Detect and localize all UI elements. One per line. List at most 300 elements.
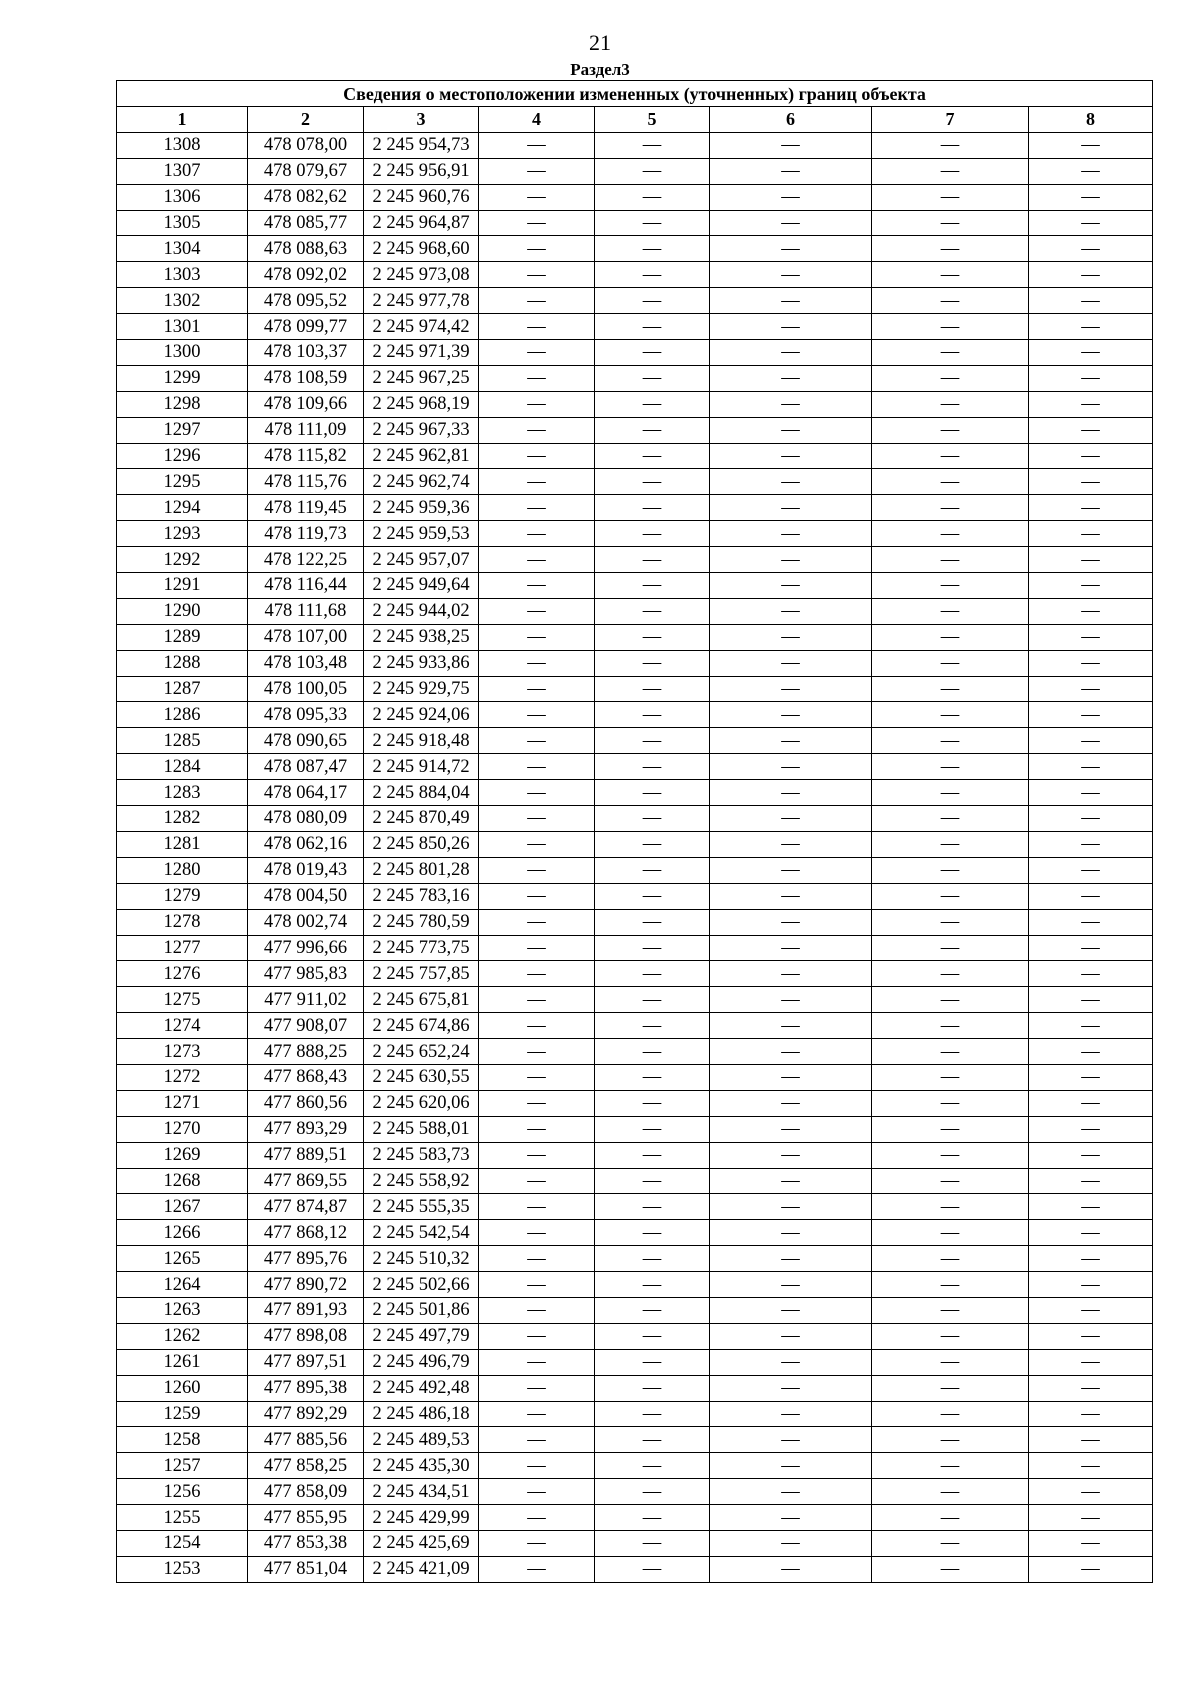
x-coordinate-cell: 478 115,82 [248,443,364,469]
column-5-cell: — [595,1064,710,1090]
column-4-cell: — [479,1090,595,1116]
table-row [117,158,1153,184]
column-header: 4 [479,107,595,133]
table-row [117,1272,1153,1298]
point-number-cell: 1290 [117,598,248,624]
column-7-cell: — [872,314,1029,340]
table-row [117,1220,1153,1246]
column-7-cell: — [872,573,1029,599]
column-8-cell: — [1029,236,1153,262]
point-number-cell: 1306 [117,184,248,210]
column-8-cell: — [1029,1246,1153,1272]
table-row [117,340,1153,366]
point-number-cell: 1291 [117,573,248,599]
column-4-cell: — [479,495,595,521]
column-7-cell: — [872,780,1029,806]
x-coordinate-cell: 477 996,66 [248,935,364,961]
point-number-cell: 1274 [117,1013,248,1039]
point-number-cell: 1275 [117,987,248,1013]
column-4-cell: — [479,132,595,158]
x-coordinate-cell: 477 853,38 [248,1530,364,1556]
point-number-cell: 1298 [117,391,248,417]
column-8-cell: — [1029,1401,1153,1427]
x-coordinate-cell: 478 019,43 [248,857,364,883]
x-coordinate-cell: 477 868,12 [248,1220,364,1246]
column-4-cell: — [479,443,595,469]
x-coordinate-cell: 478 119,45 [248,495,364,521]
point-number-cell: 1265 [117,1246,248,1272]
y-coordinate-cell: 2 245 674,86 [364,1013,479,1039]
column-header: 7 [872,107,1029,133]
point-number-cell: 1289 [117,624,248,650]
column-5-cell: — [595,521,710,547]
table-row [117,521,1153,547]
point-number-cell: 1281 [117,831,248,857]
table-row [117,1246,1153,1272]
table-row [117,184,1153,210]
column-5-cell: — [595,132,710,158]
table-row [117,1142,1153,1168]
column-4-cell: — [479,1116,595,1142]
x-coordinate-cell: 477 895,38 [248,1375,364,1401]
column-8-cell: — [1029,469,1153,495]
column-7-cell: — [872,391,1029,417]
column-7-cell: — [872,857,1029,883]
y-coordinate-cell: 2 245 429,99 [364,1505,479,1531]
column-4-cell: — [479,573,595,599]
column-8-cell: — [1029,598,1153,624]
column-6-cell: — [710,1427,872,1453]
column-5-cell: — [595,1349,710,1375]
column-7-cell: — [872,1064,1029,1090]
x-coordinate-cell: 478 111,68 [248,598,364,624]
point-number-cell: 1259 [117,1401,248,1427]
point-number-cell: 1270 [117,1116,248,1142]
column-8-cell: — [1029,624,1153,650]
column-6-cell: — [710,340,872,366]
column-8-cell: — [1029,1090,1153,1116]
y-coordinate-cell: 2 245 421,09 [364,1556,479,1582]
column-8-cell: — [1029,754,1153,780]
table-row [117,831,1153,857]
column-7-cell: — [872,883,1029,909]
column-4-cell: — [479,417,595,443]
column-5-cell: — [595,236,710,262]
column-4-cell: — [479,1142,595,1168]
column-5-cell: — [595,1246,710,1272]
y-coordinate-cell: 2 245 425,69 [364,1530,479,1556]
column-7-cell: — [872,158,1029,184]
y-coordinate-cell: 2 245 510,32 [364,1246,479,1272]
column-4-cell: — [479,754,595,780]
column-7-cell: — [872,288,1029,314]
column-4-cell: — [479,1220,595,1246]
point-number-cell: 1264 [117,1272,248,1298]
column-5-cell: — [595,1323,710,1349]
column-6-cell: — [710,158,872,184]
column-8-cell: — [1029,780,1153,806]
x-coordinate-cell: 478 111,09 [248,417,364,443]
x-coordinate-cell: 478 109,66 [248,391,364,417]
column-6-cell: — [710,754,872,780]
y-coordinate-cell: 2 245 974,42 [364,314,479,340]
table-row [117,288,1153,314]
column-8-cell: — [1029,288,1153,314]
column-7-cell: — [872,1142,1029,1168]
column-4-cell: — [479,1168,595,1194]
y-coordinate-cell: 2 245 938,25 [364,624,479,650]
table-row [117,1349,1153,1375]
column-6-cell: — [710,650,872,676]
column-8-cell: — [1029,1039,1153,1065]
table-row [117,573,1153,599]
column-7-cell: — [872,340,1029,366]
column-7-cell: — [872,547,1029,573]
table-row [117,987,1153,1013]
point-number-cell: 1297 [117,417,248,443]
point-number-cell: 1256 [117,1479,248,1505]
column-4-cell: — [479,391,595,417]
point-number-cell: 1257 [117,1453,248,1479]
column-5-cell: — [595,547,710,573]
x-coordinate-cell: 478 103,37 [248,340,364,366]
point-number-cell: 1292 [117,547,248,573]
point-number-cell: 1288 [117,650,248,676]
column-5-cell: — [595,728,710,754]
column-7-cell: — [872,909,1029,935]
column-5-cell: — [595,443,710,469]
x-coordinate-cell: 477 890,72 [248,1272,364,1298]
table-row [117,650,1153,676]
x-coordinate-cell: 477 897,51 [248,1349,364,1375]
x-coordinate-cell: 477 908,07 [248,1013,364,1039]
y-coordinate-cell: 2 245 933,86 [364,650,479,676]
x-coordinate-cell: 477 885,56 [248,1427,364,1453]
column-8-cell: — [1029,340,1153,366]
y-coordinate-cell: 2 245 949,64 [364,573,479,599]
table-body [117,132,1153,1582]
column-7-cell: — [872,702,1029,728]
y-coordinate-cell: 2 245 502,66 [364,1272,479,1298]
column-4-cell: — [479,1401,595,1427]
section-label: Раздел3 [570,60,630,79]
column-6-cell: — [710,1220,872,1246]
column-8-cell: — [1029,987,1153,1013]
y-coordinate-cell: 2 245 492,48 [364,1375,479,1401]
x-coordinate-cell: 477 868,43 [248,1064,364,1090]
y-coordinate-cell: 2 245 588,01 [364,1116,479,1142]
y-coordinate-cell: 2 245 967,33 [364,417,479,443]
column-5-cell: — [595,1375,710,1401]
column-8-cell: — [1029,857,1153,883]
column-8-cell: — [1029,935,1153,961]
column-4-cell: — [479,883,595,909]
column-4-cell: — [479,1479,595,1505]
column-6-cell: — [710,676,872,702]
point-number-cell: 1279 [117,883,248,909]
column-7-cell: — [872,521,1029,547]
column-6-cell: — [710,624,872,650]
column-6-cell: — [710,547,872,573]
column-5-cell: — [595,417,710,443]
column-8-cell: — [1029,1064,1153,1090]
column-6-cell: — [710,1556,872,1582]
column-7-cell: — [872,184,1029,210]
y-coordinate-cell: 2 245 558,92 [364,1168,479,1194]
y-coordinate-cell: 2 245 555,35 [364,1194,479,1220]
x-coordinate-cell: 477 898,08 [248,1323,364,1349]
column-4-cell: — [479,469,595,495]
x-coordinate-cell: 478 116,44 [248,573,364,599]
point-number-cell: 1282 [117,806,248,832]
y-coordinate-cell: 2 245 964,87 [364,210,479,236]
point-number-cell: 1295 [117,469,248,495]
column-8-cell: — [1029,1194,1153,1220]
table-row [117,754,1153,780]
column-7-cell: — [872,1168,1029,1194]
column-6-cell: — [710,1194,872,1220]
column-7-cell: — [872,935,1029,961]
column-5-cell: — [595,573,710,599]
column-8-cell: — [1029,831,1153,857]
column-6-cell: — [710,702,872,728]
point-number-cell: 1301 [117,314,248,340]
column-8-cell: — [1029,1142,1153,1168]
column-7-cell: — [872,961,1029,987]
y-coordinate-cell: 2 245 977,78 [364,288,479,314]
column-5-cell: — [595,702,710,728]
point-number-cell: 1266 [117,1220,248,1246]
column-header: 1 [117,107,248,133]
column-8-cell: — [1029,391,1153,417]
column-4-cell: — [479,780,595,806]
column-5-cell: — [595,780,710,806]
page-number: 21 [589,30,611,55]
x-coordinate-cell: 477 911,02 [248,987,364,1013]
column-8-cell: — [1029,365,1153,391]
column-6-cell: — [710,1297,872,1323]
y-coordinate-cell: 2 245 773,75 [364,935,479,961]
column-8-cell: — [1029,961,1153,987]
x-coordinate-cell: 478 062,16 [248,831,364,857]
x-coordinate-cell: 477 869,55 [248,1168,364,1194]
table-row [117,857,1153,883]
column-5-cell: — [595,935,710,961]
column-4-cell: — [479,1246,595,1272]
y-coordinate-cell: 2 245 929,75 [364,676,479,702]
point-number-cell: 1308 [117,132,248,158]
column-7-cell: — [872,1246,1029,1272]
x-coordinate-cell: 477 895,76 [248,1246,364,1272]
column-4-cell: — [479,1530,595,1556]
x-coordinate-cell: 477 855,95 [248,1505,364,1531]
point-number-cell: 1271 [117,1090,248,1116]
column-6-cell: — [710,443,872,469]
x-coordinate-cell: 478 088,63 [248,236,364,262]
column-8-cell: — [1029,1323,1153,1349]
column-5-cell: — [595,469,710,495]
column-8-cell: — [1029,909,1153,935]
x-coordinate-cell: 477 888,25 [248,1039,364,1065]
column-5-cell: — [595,1090,710,1116]
column-7-cell: — [872,1013,1029,1039]
y-coordinate-cell: 2 245 801,28 [364,857,479,883]
column-6-cell: — [710,521,872,547]
y-coordinate-cell: 2 245 960,76 [364,184,479,210]
boundary-coordinates-table [116,80,1153,1583]
column-4-cell: — [479,210,595,236]
column-4-cell: — [479,1349,595,1375]
table-row [117,598,1153,624]
x-coordinate-cell: 478 099,77 [248,314,364,340]
table-row [117,417,1153,443]
point-number-cell: 1276 [117,961,248,987]
y-coordinate-cell: 2 245 968,60 [364,236,479,262]
y-coordinate-cell: 2 245 914,72 [364,754,479,780]
x-coordinate-cell: 477 874,87 [248,1194,364,1220]
column-8-cell: — [1029,1505,1153,1531]
column-4-cell: — [479,1556,595,1582]
column-5-cell: — [595,314,710,340]
table-row [117,1556,1153,1582]
y-coordinate-cell: 2 245 489,53 [364,1427,479,1453]
column-8-cell: — [1029,573,1153,599]
point-number-cell: 1260 [117,1375,248,1401]
column-4-cell: — [479,1505,595,1531]
y-coordinate-cell: 2 245 496,79 [364,1349,479,1375]
column-5-cell: — [595,961,710,987]
column-7-cell: — [872,1323,1029,1349]
column-7-cell: — [872,1297,1029,1323]
column-7-cell: — [872,1349,1029,1375]
column-7-cell: — [872,650,1029,676]
column-6-cell: — [710,1090,872,1116]
column-6-cell: — [710,857,872,883]
column-5-cell: — [595,909,710,935]
table-row [117,1479,1153,1505]
point-number-cell: 1278 [117,909,248,935]
y-coordinate-cell: 2 245 967,25 [364,365,479,391]
table-row [117,806,1153,832]
column-7-cell: — [872,831,1029,857]
table-row [117,210,1153,236]
x-coordinate-cell: 477 892,29 [248,1401,364,1427]
y-coordinate-cell: 2 245 850,26 [364,831,479,857]
x-coordinate-cell: 478 090,65 [248,728,364,754]
column-4-cell: — [479,728,595,754]
table-row [117,1013,1153,1039]
column-6-cell: — [710,391,872,417]
column-4-cell: — [479,314,595,340]
column-6-cell: — [710,469,872,495]
column-7-cell: — [872,728,1029,754]
x-coordinate-cell: 477 858,09 [248,1479,364,1505]
point-number-cell: 1261 [117,1349,248,1375]
y-coordinate-cell: 2 245 957,07 [364,547,479,573]
column-5-cell: — [595,831,710,857]
y-coordinate-cell: 2 245 583,73 [364,1142,479,1168]
table-row [117,1401,1153,1427]
column-7-cell: — [872,1220,1029,1246]
column-header: 6 [710,107,872,133]
column-4-cell: — [479,184,595,210]
column-5-cell: — [595,288,710,314]
column-4-cell: — [479,1427,595,1453]
x-coordinate-cell: 477 858,25 [248,1453,364,1479]
column-5-cell: — [595,1272,710,1298]
column-7-cell: — [872,1401,1029,1427]
x-coordinate-cell: 478 107,00 [248,624,364,650]
column-6-cell: — [710,495,872,521]
point-number-cell: 1273 [117,1039,248,1065]
column-5-cell: — [595,987,710,1013]
x-coordinate-cell: 478 085,77 [248,210,364,236]
column-6-cell: — [710,132,872,158]
column-5-cell: — [595,1427,710,1453]
table-caption-row [117,81,1153,107]
column-7-cell: — [872,417,1029,443]
table-row [117,624,1153,650]
y-coordinate-cell: 2 245 884,04 [364,780,479,806]
column-6-cell: — [710,1168,872,1194]
column-6-cell: — [710,1142,872,1168]
column-5-cell: — [595,1194,710,1220]
table-row [117,1530,1153,1556]
y-coordinate-cell: 2 245 962,81 [364,443,479,469]
column-7-cell: — [872,1505,1029,1531]
column-4-cell: — [479,1453,595,1479]
table-row [117,961,1153,987]
y-coordinate-cell: 2 245 780,59 [364,909,479,935]
table-row [117,1427,1153,1453]
table-row [117,132,1153,158]
column-8-cell: — [1029,1375,1153,1401]
column-6-cell: — [710,573,872,599]
table-row [117,365,1153,391]
x-coordinate-cell: 478 095,52 [248,288,364,314]
point-number-cell: 1267 [117,1194,248,1220]
column-4-cell: — [479,909,595,935]
column-6-cell: — [710,780,872,806]
x-coordinate-cell: 478 115,76 [248,469,364,495]
column-7-cell: — [872,1453,1029,1479]
point-number-cell: 1255 [117,1505,248,1531]
column-8-cell: — [1029,650,1153,676]
table-row [117,780,1153,806]
x-coordinate-cell: 477 893,29 [248,1116,364,1142]
column-5-cell: — [595,754,710,780]
column-7-cell: — [872,624,1029,650]
column-7-cell: — [872,132,1029,158]
y-coordinate-cell: 2 245 959,36 [364,495,479,521]
column-5-cell: — [595,391,710,417]
column-5-cell: — [595,1116,710,1142]
column-6-cell: — [710,236,872,262]
x-coordinate-cell: 478 064,17 [248,780,364,806]
point-number-cell: 1303 [117,262,248,288]
column-8-cell: — [1029,1220,1153,1246]
point-number-cell: 1305 [117,210,248,236]
column-5-cell: — [595,624,710,650]
y-coordinate-cell: 2 245 968,19 [364,391,479,417]
column-5-cell: — [595,1530,710,1556]
column-6-cell: — [710,1013,872,1039]
point-number-cell: 1302 [117,288,248,314]
point-number-cell: 1258 [117,1427,248,1453]
x-coordinate-cell: 478 100,05 [248,676,364,702]
x-coordinate-cell: 478 103,48 [248,650,364,676]
column-8-cell: — [1029,1349,1153,1375]
